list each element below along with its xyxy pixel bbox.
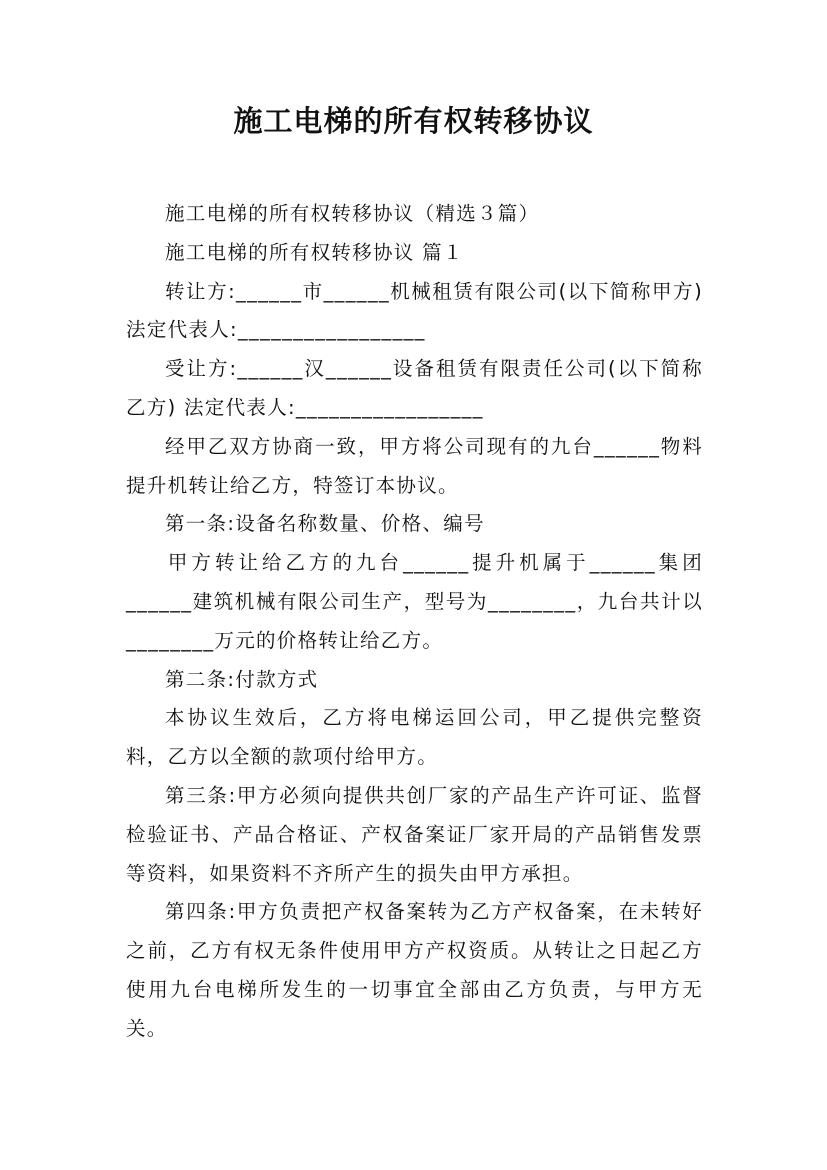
paragraph-article-2-heading: 第二条:付款方式	[165, 667, 319, 691]
paragraph-transferee: 受让方:______汉______设备租赁有限责任公司(以下简称乙方) 法定代表人:_________________	[126, 357, 703, 419]
paragraph-article-3: 第三条:甲方必须向提供共创厂家的产品生产许可证、监督检验证书、产品合格证、产权备案证厂家开局的产品销售发票等资料，如果资料不齐所产生的损失由甲方承担。	[126, 783, 703, 885]
document-title: 施工电梯的所有权转移协议	[233, 104, 594, 138]
paragraph-article-1-body: 甲方转让给乙方的九台______提升机属于______集团______建筑机械有限公司生产，型号为________，九台共计以________万元的价格转让给乙方。	[126, 551, 703, 652]
paragraph-section-heading: 施工电梯的所有权转移协议 篇１	[165, 240, 464, 264]
paragraph-subtitle: 施工电梯的所有权转移协议（精选３篇）	[165, 202, 540, 225]
document-body	[126, 195, 703, 1049]
paragraph-article-2-body: 本协议生效后，乙方将电梯运回公司，甲乙提供完整资料，乙方以全额的款项付给甲方。	[126, 706, 703, 769]
paragraph-transferor: 转让方:______市______机械租赁有限公司(以下简称甲方) 法定代表人:_________________	[126, 279, 703, 342]
paragraph-article-4: 第四条:甲方负责把产权备案转为乙方产权备案，在未转好之前，乙方有权无条件使用甲方产权资质。从转让之日起乙方使用九台电梯所发生的一切事宜全部由乙方负责，与甲方无关。	[126, 900, 703, 1040]
paragraph-article-1-heading: 第一条:设备名称数量、价格、编号	[165, 512, 485, 536]
paragraph-agreement-intro: 经甲乙双方协商一致，甲方将公司现有的九台______物料提升机转让给乙方，特签订本协议。	[126, 434, 703, 497]
